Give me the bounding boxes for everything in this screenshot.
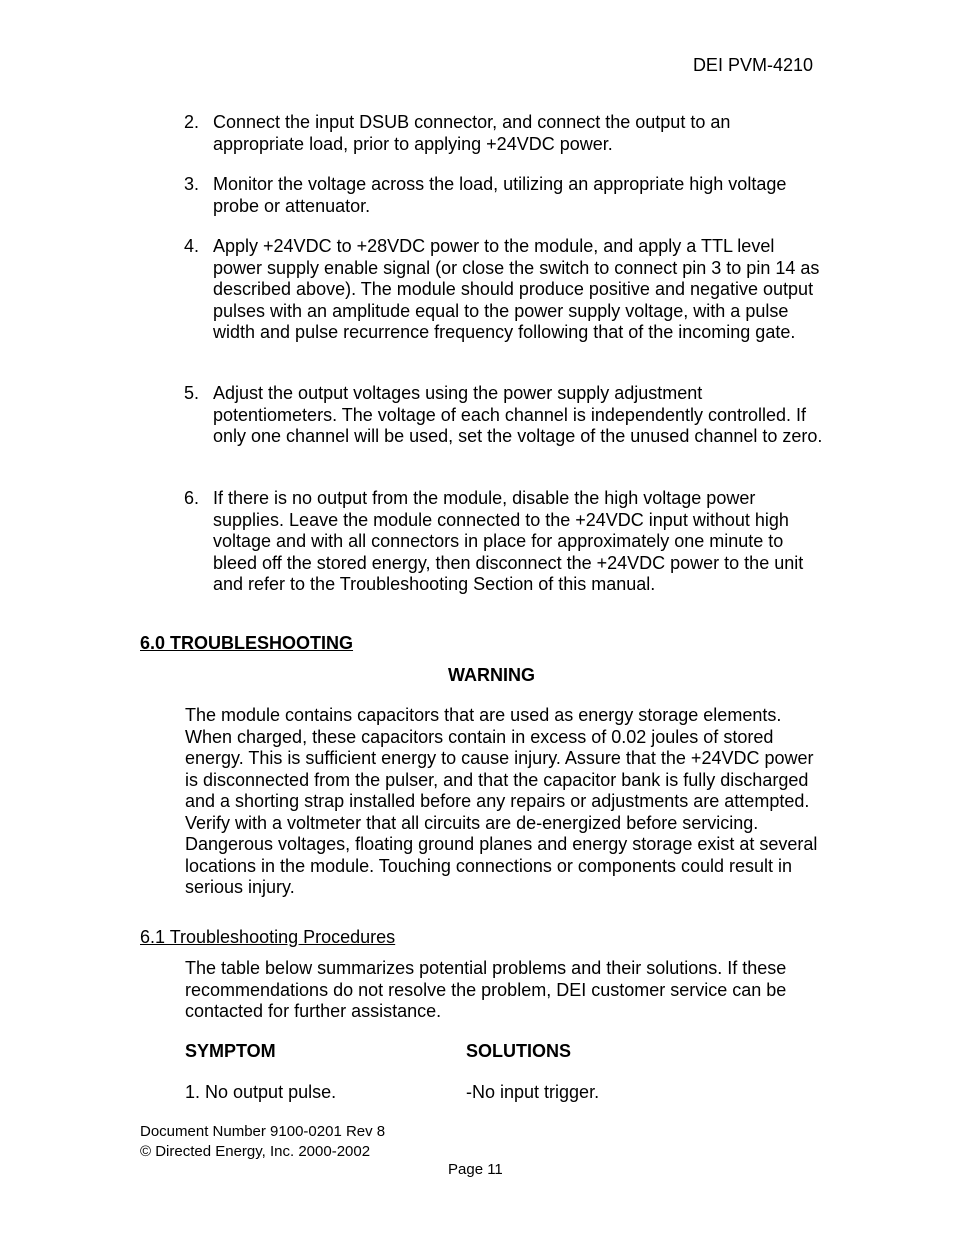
section-heading: 6.0 TROUBLESHOOTING [140,633,354,653]
table-cell-solution: -No input trigger. [466,1082,600,1102]
list-item [184,236,824,344]
list-item-number: 6. [184,488,200,508]
list-item-text: Apply +24VDC to +28VDC power to the module, and apply a TTL level power supply enable signal (or close the switch to connect pin 3 to pin 14 as described above). The module should produce positive and negative output pulses with an amplitude equal to the power supply voltage, with a pulse width and pulse recurrence frequency following that of the incoming gate. [213,236,820,342]
footer-copyright: © Directed Energy, Inc. 2000-2002 [140,1143,371,1160]
warning-title: WARNING [448,665,535,685]
list-item-number: 5. [184,383,200,403]
list-item-number: 4. [184,236,200,256]
subsection-intro: The table below summarizes potential problems and their solutions. If these recommendations do not resolve the problem, DEI customer service can be contacted for further assistance. [185,958,787,1021]
list-item-number: 2. [184,112,200,132]
list-item-number: 3. [184,174,200,194]
list-item [184,112,824,155]
list-item [184,174,824,217]
list-item [184,383,824,448]
footer-doc-number: Document Number 9100-0201 Rev 8 [140,1123,386,1140]
document-id: DEI PVM-4210 [692,55,813,75]
page-number: Page 11 [448,1161,503,1178]
list-item-text: Connect the input DSUB connector, and connect the output to an appropriate load, prior to applying +24VDC power. [213,112,731,154]
subsection-heading: 6.1 Troubleshooting Procedures [140,927,396,947]
warning-text: The module contains capacitors that are used as energy storage elements. When charged, these capacitors contain in excess of 0.02 joules of stored energy. This is sufficient energy to cause injury. Assure that the +24VDC power is disconnected from the pulser, and that the capacitor bank is fully discharged and a shorting strap installed before any repairs or adjustments are attempted. Verify with a voltmeter that all circuits are de-energized before servicing. Dangerous voltages, floating ground planes and energy storage exist at several locations in the module. Touching connections or components could result in serious injury. [185,705,818,897]
list-item-text: If there is no output from the module, disable the high voltage power supplies. Leave the module connected to the +24VDC input without high voltage and with all connectors in place for approximately one minute to bleed off the stored energy, then disconnect the +24VDC power to the unit and refer to the Troubleshooting Section of this manual. [213,488,804,594]
table-cell-symptom: 1. No output pulse. [185,1082,337,1102]
table-header-solutions: SOLUTIONS [466,1041,572,1061]
list-item-text: Adjust the output voltages using the power supply adjustment potentiometers. The voltage of each channel is independently controlled. If only one channel will be used, set the voltage of the unused channel to zero. [213,383,823,446]
table-header-symptom: SYMPTOM [185,1041,276,1061]
list-item-text: Monitor the voltage across the load, utilizing an appropriate high voltage probe or attenuator. [213,174,787,216]
list-item [184,488,824,596]
